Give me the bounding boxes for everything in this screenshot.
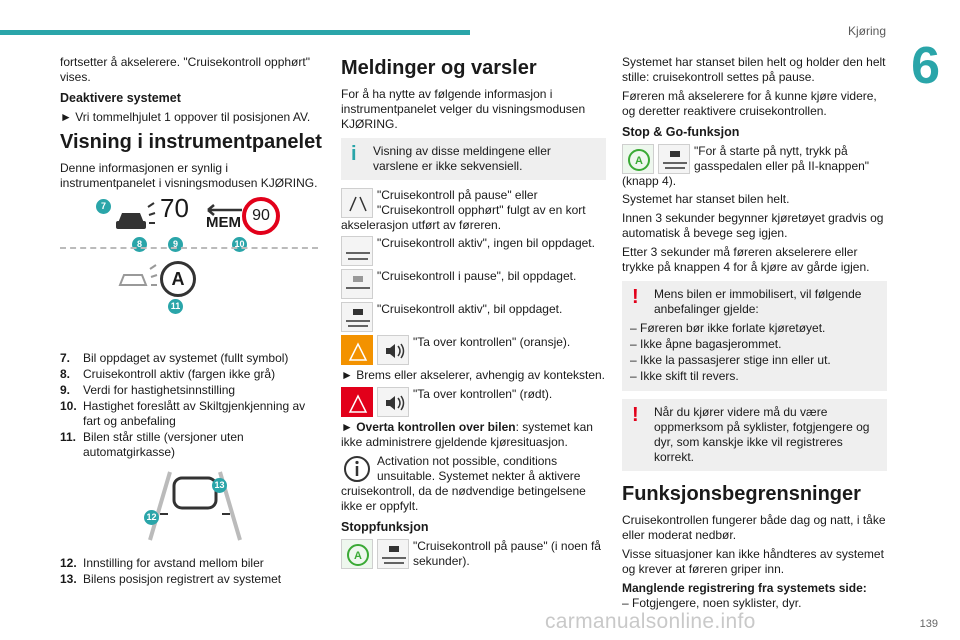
section-title: Kjøring: [847, 24, 886, 38]
car-sensor-grey-icon: [114, 263, 158, 297]
heading-messages: Meldinger og varsler: [341, 57, 537, 79]
lane-active-icon: [341, 236, 373, 266]
paragraph: fortsetter å akselerere. "Cruisekontroll opphørt" vises.: [60, 55, 310, 84]
message-row: "Cruisekontroll aktiv", ingen bil oppdaget.: [341, 236, 606, 266]
subheading-deactivate: Deaktivere systemet: [60, 91, 181, 105]
message-row: "Ta over kontrollen" (oransje).: [341, 335, 606, 365]
car-detected-icon: [341, 302, 373, 332]
info-note: i Visning av disse meldingene eller varslene er ikke sekvensiell.: [341, 138, 606, 180]
subheading-stopgo: Stop & Go-funksjon: [622, 125, 740, 139]
take-over-orange-icon: [341, 335, 373, 365]
column-middle: [341, 55, 606, 572]
paragraph: Systemet har stanset bilen helt.: [622, 192, 790, 206]
sound-icon: [377, 335, 409, 365]
paragraph: Cruisekontrollen fungerer både dag og natt, i tåke eller moderat nedbør.: [622, 513, 886, 542]
warning-icon: !: [632, 286, 639, 308]
badge-13: 13: [212, 478, 227, 493]
paragraph: For å ha nytte av følgende informasjon i instrumentpanelet velger du visningsmodusen KJØRING.: [341, 87, 586, 131]
message-row: "Ta over kontrollen" (rødt).: [341, 387, 606, 417]
subheading-stop: Stoppfunksjon: [341, 520, 429, 534]
paragraph: Denne informasjonen er synlig i instrumentpanelet i visningsmodusen KJØRING.: [60, 161, 318, 190]
car-detected-icon: [658, 144, 690, 174]
legend-item: 8. Cruisekontroll aktiv (fargen ikke grå): [60, 367, 276, 381]
take-over-red-icon: [341, 387, 373, 417]
info-icon: i: [351, 143, 357, 165]
auto-hold-green-icon: [622, 144, 654, 174]
badge-8: 8: [132, 237, 147, 252]
watermark: carmanualsonline.info: [545, 610, 756, 633]
car-sensor-icon: [112, 201, 156, 235]
message-row: A "For å starte på nytt, trykk på gasspedalen eller på II-knappen" (knapp 4).: [622, 144, 870, 188]
distance-illustration: [60, 468, 325, 550]
car-detected-icon: [377, 539, 409, 569]
car-distance-icon: [130, 468, 260, 542]
paragraph: Visse situasjoner kan ikke håndteres av systemet og krever at føreren griper inn.: [622, 547, 884, 576]
paragraph: Innen 3 sekunder begynner kjøretøyet gradvis og automatisk å bevege seg igjen.: [622, 211, 884, 240]
legend-item: 12. Innstilling for avstand mellom biler: [60, 556, 264, 570]
column-right: [622, 55, 887, 615]
legend-item: 11. Bilen står stille (versjoner uten automatgirkasse): [60, 430, 244, 459]
header-accent-bar: [0, 30, 470, 35]
chapter-number: 6: [911, 37, 940, 95]
message-row: "Cruisekontroll på pause" eller "Cruisekontroll opphørt" fulgt av en kort akselerasjon utført av føreren.: [341, 188, 586, 232]
auto-hold-icon: A: [160, 261, 196, 297]
mem-label: MEM: [206, 214, 241, 231]
legend-item: 13. Bilens posisjon registrert av systemet: [60, 572, 282, 586]
lane-lines-icon: [341, 188, 373, 218]
paragraph-bold: Manglende registrering fra systemets side:: [622, 581, 867, 595]
auto-hold-green-icon: [341, 539, 373, 569]
info-circle-icon: [341, 454, 373, 484]
page-number: 139: [919, 618, 938, 630]
list-item: – Fotgjengere, noen syklister, dyr.: [622, 596, 802, 610]
limit-value: 90: [252, 207, 270, 224]
paragraph: ► Overta kontrollen over bilen: systemet kan ikke administrere gjeldende kjøresituasjon.: [341, 420, 593, 449]
warning-note: ! Når du kjører videre må du være oppmerksom på syklister, fotgjengere og dyr, som kanskje ikke vil registreres korrekt.: [622, 399, 887, 471]
legend-list-2: [60, 556, 325, 587]
svg-text:A: A: [635, 155, 643, 167]
legend-item: 9. Verdi for hastighetsinnstilling: [60, 383, 236, 397]
message-row: "Cruisekontroll i pause", bil oppdaget.: [341, 269, 606, 299]
badge-11: 11: [168, 299, 183, 314]
paragraph: Føreren må akselerere for å kunne kjøre videre, og deretter reaktivere cruisekontrollen.: [622, 89, 877, 118]
list-item: – Føreren bør ikke forlate kjøretøyet.: [630, 321, 826, 335]
badge-12: 12: [144, 510, 159, 525]
divider: [60, 247, 318, 249]
badge-7: 7: [96, 199, 111, 214]
warning-icon: !: [632, 404, 639, 426]
paragraph: ► Brems eller akselerer, avhengig av konteksten.: [341, 368, 606, 382]
message-row: Activation not possible, conditions unsuitable. Systemet nekter å aktivere cruisekontroll, da de nødvendige betingelsene ikke er oppfylt.: [341, 454, 586, 513]
cluster-illustration: [60, 193, 325, 347]
speed-limit-sign: [242, 197, 280, 235]
column-left: [60, 55, 325, 588]
legend-item: 10. Hastighet foreslått av Skiltgjenkjenning av fart og anbefaling: [60, 399, 306, 428]
paragraph: Etter 3 sekunder må føreren akselerere eller trykke på knappen 4 for å kjøre av gårde igjen.: [622, 245, 870, 274]
message-row: A "Cruisekontroll på pause" (i noen få sekunder).: [341, 539, 606, 569]
list-item: – Ikke la passasjerer stige inn eller ut.: [630, 353, 831, 367]
message-row: "Cruisekontroll aktiv", bil oppdaget.: [341, 302, 606, 332]
heading-limits: Funksjonsbegrensninger: [622, 483, 861, 505]
list-item: – Ikke skift til revers.: [630, 369, 739, 383]
paragraph: Systemet har stanset bilen helt og holder den helt stille: cruisekontroll settes på pause.: [622, 55, 886, 84]
badge-10: 10: [232, 237, 247, 252]
warning-note: ! Mens bilen er immobilisert, vil følgende anbefalinger gjelde: – Føreren bør ikke forlate kjøretøyet. – Ikke åpne bagasjerommet. – Ikke la passasjerer stige inn eller ut. – Ikke skift til revers.: [622, 281, 887, 391]
heading-display: Visning i instrumentpanelet: [60, 131, 322, 153]
list-item: – Ikke åpne bagasjerommet.: [630, 337, 782, 351]
car-paused-icon: [341, 269, 373, 299]
speed-value: 70: [160, 193, 189, 223]
paragraph: ► Vri tommelhjulet 1 oppover til posisjonen AV.: [60, 110, 311, 124]
legend-item: 7. Bil oppdaget av systemet (fullt symbol): [60, 351, 289, 365]
svg-text:A: A: [354, 550, 362, 562]
badge-9: 9: [168, 237, 183, 252]
sound-icon: [377, 387, 409, 417]
legend-list-1: [60, 351, 325, 460]
